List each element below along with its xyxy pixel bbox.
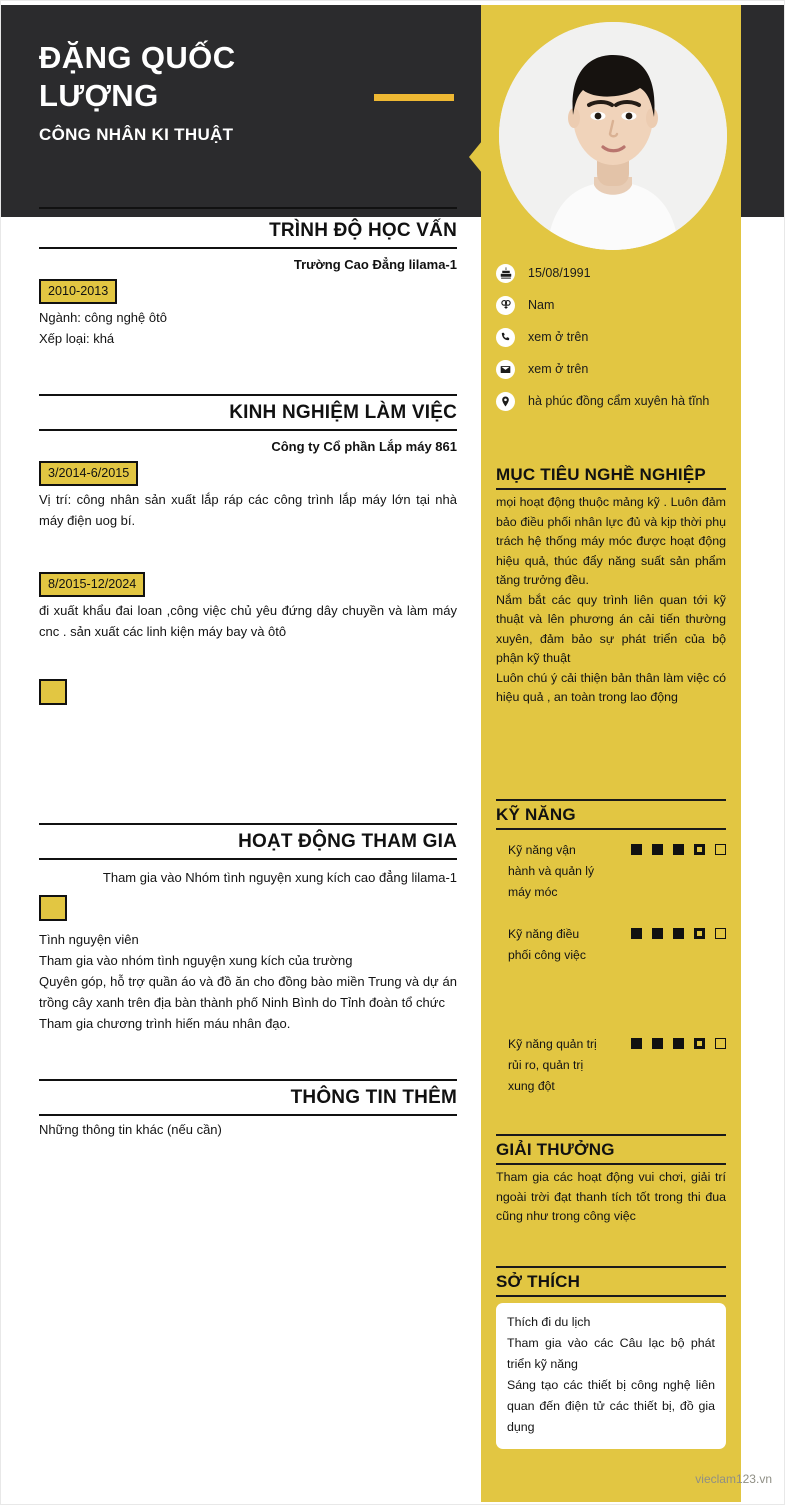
education-details bbox=[39, 307, 457, 349]
rating-square-filled bbox=[652, 844, 663, 855]
experience-period-badge-3 bbox=[39, 679, 67, 705]
rating-square-half bbox=[694, 1038, 705, 1049]
experience-description-2: đi xuất khẩu đai loan ,công việc chủ yêu đứng dây chuyền và làm máy cnc . sản xuất các linh kiện máy bay và ôtô bbox=[39, 603, 457, 639]
experience-entry-3 bbox=[39, 672, 457, 710]
contact-row-birthday bbox=[496, 257, 741, 289]
skill-rating-1 bbox=[631, 840, 726, 855]
contact-row-phone[interactable] bbox=[496, 321, 741, 353]
profile-photo bbox=[499, 22, 727, 250]
birthday-cake-icon bbox=[496, 264, 515, 283]
hobby-line-2: Tham gia vào các Câu lạc bộ phát triển kỹ năng bbox=[507, 1336, 715, 1371]
skill-item-1 bbox=[496, 840, 726, 903]
hobbies-heading: SỞ THÍCH bbox=[496, 1266, 726, 1297]
candidate-job-title: CÔNG NHÂN KI THUẬT bbox=[39, 125, 234, 144]
section-awards bbox=[496, 1134, 726, 1227]
experience-heading: KINH NGHIỆM LÀM VIỆC bbox=[39, 394, 457, 431]
additional-heading: THÔNG TIN THÊM bbox=[39, 1079, 457, 1116]
objective-heading: MỤC TIÊU NGHỀ NGHIỆP bbox=[496, 461, 726, 490]
skill-item-2 bbox=[496, 924, 726, 966]
sidebar-notch-arrow bbox=[469, 141, 482, 173]
contact-value-address: hà phúc đồng cẩm xuyên hà tĩnh bbox=[528, 394, 710, 408]
phone-icon bbox=[496, 328, 515, 347]
rating-square-filled bbox=[631, 928, 642, 939]
section-education bbox=[39, 219, 457, 349]
skill-rating-2 bbox=[631, 924, 726, 939]
education-period-badge: 2010-2013 bbox=[39, 279, 117, 304]
rating-square-empty bbox=[715, 1038, 726, 1049]
rating-square-filled bbox=[652, 1038, 663, 1049]
section-activities bbox=[39, 823, 457, 1034]
contact-value-gender: Nam bbox=[528, 298, 555, 312]
objective-paragraph-3: Luôn chú ý cải thiện bản thân làm việc có hiệu quả , an toàn trong lao động bbox=[496, 670, 726, 704]
awards-heading: GIẢI THƯỞNG bbox=[496, 1134, 726, 1165]
awards-body: Tham gia các hoạt động vui chơi, giải trí ngoài trời đạt thanh tích tốt trong thi đua cũng như trong công việc bbox=[496, 1170, 726, 1223]
education-grade: Xếp loại: khá bbox=[39, 331, 115, 346]
contact-value-email: xem ở trên bbox=[528, 362, 589, 376]
objective-paragraph-2: Nắm bắt các quy trình liên quan tới kỹ thuật và lên phương án cải tiến thường xuyên, đảm bảo sự phát triển của bộ phận kỹ thuật bbox=[496, 592, 726, 665]
rating-square-filled bbox=[673, 928, 684, 939]
section-additional bbox=[39, 1079, 457, 1140]
section-experience bbox=[39, 394, 457, 713]
portrait-illustration bbox=[499, 22, 727, 250]
activities-details bbox=[39, 929, 457, 1034]
activity-line-2: Tham gia vào nhóm tình nguyện xung kích của trường bbox=[39, 953, 353, 968]
hobby-line-1: Thích đi du lịch bbox=[507, 1315, 591, 1329]
activities-heading: HOẠT ĐỘNG THAM GIA bbox=[39, 823, 457, 860]
header-divider bbox=[39, 207, 457, 209]
experience-company: Công ty Cổ phần Lắp máy 861 bbox=[271, 439, 457, 454]
activities-period-badge bbox=[39, 895, 67, 921]
education-heading: TRÌNH ĐỘ HỌC VẤN bbox=[39, 219, 457, 249]
contact-row-email[interactable] bbox=[496, 353, 741, 385]
rating-square-filled bbox=[631, 844, 642, 855]
contact-row-address bbox=[496, 385, 741, 417]
section-hobbies bbox=[496, 1266, 726, 1449]
additional-text: Những thông tin khác (nếu cần) bbox=[39, 1122, 222, 1137]
rating-square-empty bbox=[715, 844, 726, 855]
watermark: vieclam123.vn bbox=[695, 1472, 772, 1486]
hobby-line-3: Sáng tạo các thiết bị công nghệ liên quan đến điện tử các thiết bị, đồ gia dụng bbox=[507, 1378, 715, 1434]
rating-square-filled bbox=[673, 1038, 684, 1049]
skill-rating-3 bbox=[631, 1034, 726, 1049]
rating-square-empty bbox=[715, 928, 726, 939]
skill-label-1: Kỹ năng vận hành và quản lý máy móc bbox=[508, 843, 595, 899]
rating-square-filled bbox=[673, 844, 684, 855]
skills-heading: KỸ NĂNG bbox=[496, 799, 726, 830]
experience-period-badge-1: 3/2014-6/2015 bbox=[39, 461, 138, 486]
header-text-block bbox=[39, 39, 459, 145]
rating-square-filled bbox=[652, 928, 663, 939]
experience-period-badge-2: 8/2015-12/2024 bbox=[39, 572, 145, 597]
header-accent-dash bbox=[374, 94, 454, 101]
education-major: Ngành: công nghệ ôtô bbox=[39, 310, 167, 325]
email-icon bbox=[496, 360, 515, 379]
experience-entry-2 bbox=[39, 565, 457, 642]
skill-label-3: Kỹ năng quản trị rủi ro, quản trị xung đột bbox=[508, 1037, 597, 1093]
contact-value-phone: xem ở trên bbox=[528, 330, 589, 344]
skill-label-2: Kỹ năng điều phối công việc bbox=[508, 927, 586, 962]
location-pin-icon bbox=[496, 392, 515, 411]
rating-square-filled bbox=[631, 1038, 642, 1049]
hobbies-box bbox=[496, 1303, 726, 1449]
contact-info-list bbox=[496, 257, 741, 417]
rating-square-half bbox=[694, 928, 705, 939]
contact-row-gender bbox=[496, 289, 741, 321]
skill-item-3 bbox=[496, 1034, 726, 1097]
experience-entry-1 bbox=[39, 454, 457, 531]
contact-value-birthday: 15/08/1991 bbox=[528, 266, 591, 280]
activities-lead: Tham gia vào Nhóm tình nguyện xung kích cao đẳng lilama-1 bbox=[102, 870, 457, 885]
rating-square-half bbox=[694, 844, 705, 855]
activity-line-4: Tham gia chương trình hiến máu nhân đạo. bbox=[39, 1016, 291, 1031]
objective-paragraph-1: mọi hoạt động thuộc mảng kỹ . Luôn đảm bảo điều phối nhân lực đủ và kịp thời phụ trách hệ thống máy móc được hoạt động hiệu quả, thúc đẩy năng suất sản phẩm tăng trưởng đều. bbox=[496, 495, 726, 587]
candidate-name: ĐẶNG QUỐC LƯỢNG bbox=[39, 40, 236, 113]
experience-description-1: Vị trí: công nhân sản xuất lắp ráp các công trình lắp máy lớn tại nhà máy điện uog bí. bbox=[39, 492, 457, 528]
section-skills bbox=[496, 799, 726, 1097]
gender-icon bbox=[496, 296, 515, 315]
section-objective bbox=[496, 461, 726, 708]
activity-line-3: Quyên góp, hỗ trợ quần áo và đồ ăn cho đồng bào miền Trung và dự án trồng cây xanh trên địa bàn thành phố Ninh Bình do Tỉnh đoàn tổ chức bbox=[39, 974, 457, 1010]
activity-line-1: Tình nguyện viên bbox=[39, 932, 139, 947]
objective-body bbox=[496, 493, 726, 708]
education-school: Trường Cao Đẳng lilama-1 bbox=[293, 257, 457, 272]
